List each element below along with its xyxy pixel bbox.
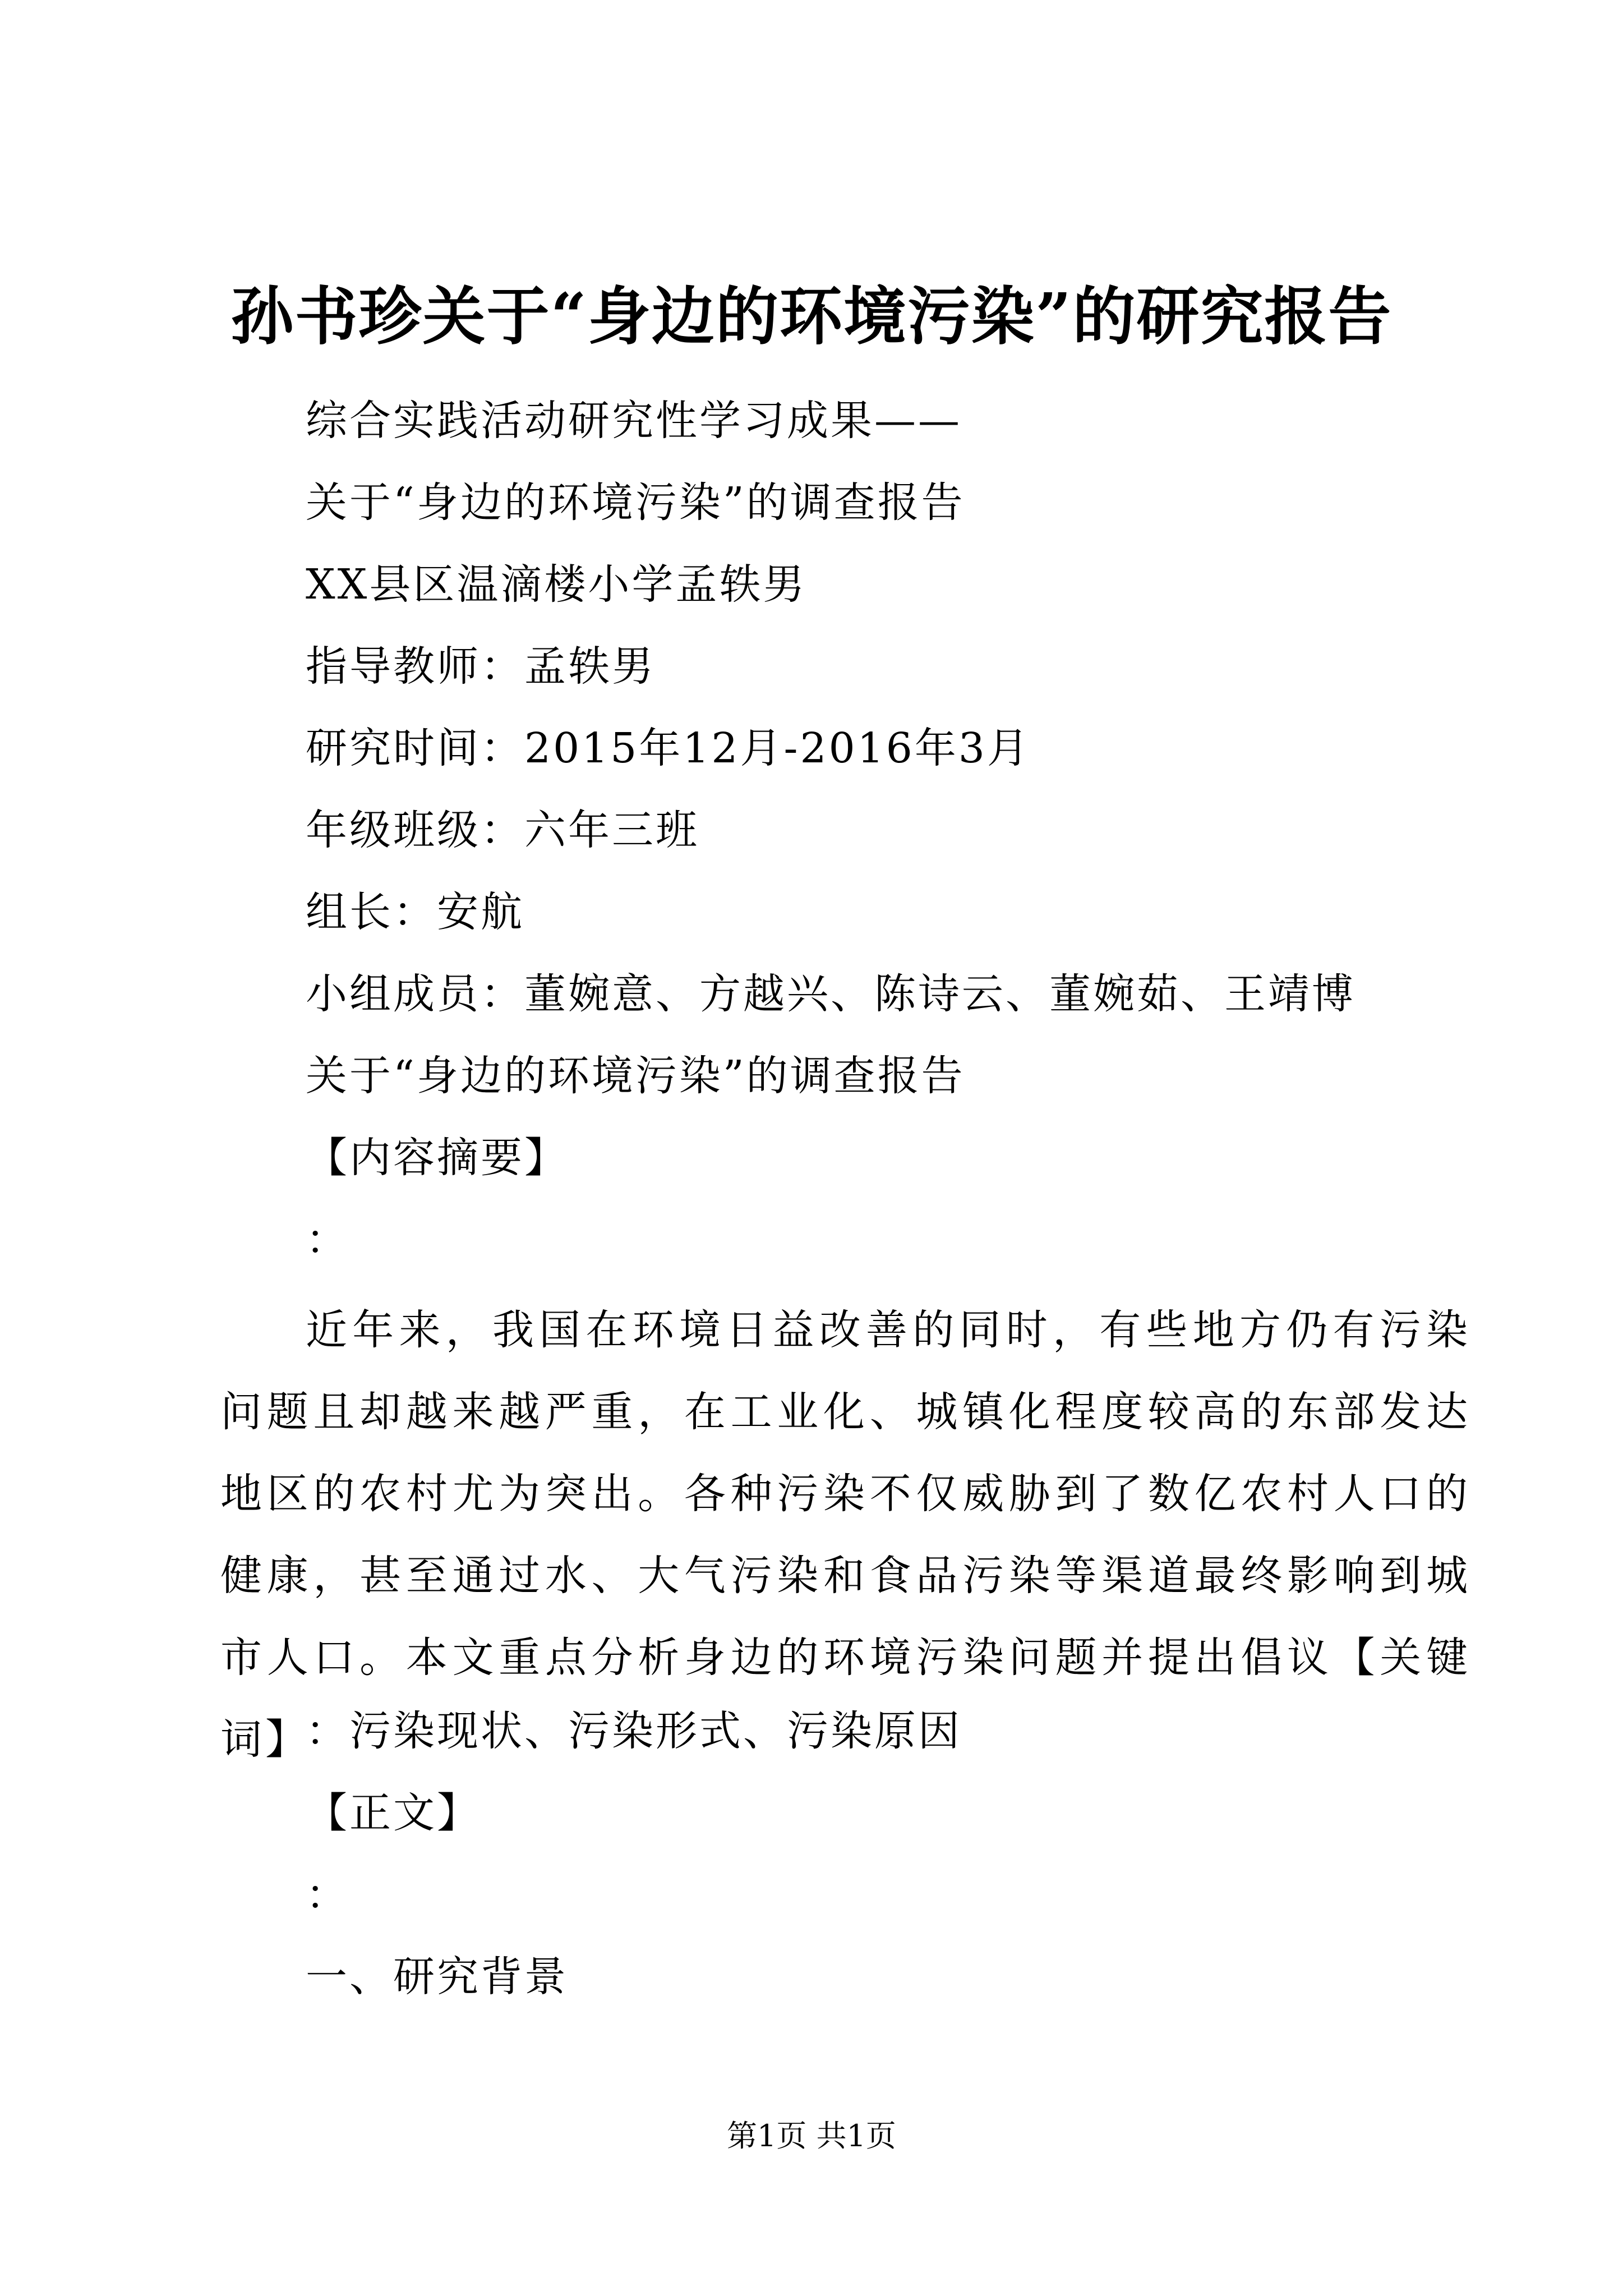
page-footer: 第1页 共1页: [727, 2118, 896, 2154]
document-title: 孙书珍关于“身边的环境污染”的研究报告: [230, 280, 1393, 353]
colon-line: ：: [306, 1216, 349, 1264]
group-members-line: 小组成员：董婉意、方越兴、陈诗云、董婉茹、王靖博: [306, 970, 1355, 1018]
keywords-line: ：污染现状、污染形式、污染原因: [306, 1707, 962, 1755]
advisor-line: 指导教师：孟轶男: [306, 642, 656, 691]
body-heading: 【正文】: [306, 1789, 481, 1837]
report-title-line: 关于“身边的环境污染”的调查报告: [306, 478, 965, 527]
section-heading-background: 一、研究背景: [306, 1953, 568, 2001]
school-author-line: XX县区温滴楼小学孟轶男: [306, 560, 807, 609]
group-leader-line: 组长：安航: [306, 888, 524, 936]
subtitle-line: 综合实践活动研究性学习成果——: [306, 397, 962, 445]
colon-line-2: ：: [306, 1871, 349, 1919]
report-title-repeat-line: 关于“身边的环境污染”的调查报告: [306, 1052, 965, 1100]
research-time-line: 研究时间：2015年12月-2016年3月: [306, 724, 1031, 772]
grade-class-line: 年级班级：六年三班: [306, 806, 699, 854]
abstract-paragraph: 近年来，我国在环境日益改善的同时，有些地方仍有污染问题且却越来越严重，在工业化、城镇化程度较高的东部发达地区的农村尤为突出。各种污染不仅威胁到了数亿农村人口的健康，甚至通过水、大气污染和食品污染等渠道最终影响到城市人口。本文重点分析身边的环境污染问题并提出倡议【关键词】: [220, 1306, 1471, 1764]
abstract-heading: 【内容摘要】: [306, 1134, 568, 1182]
